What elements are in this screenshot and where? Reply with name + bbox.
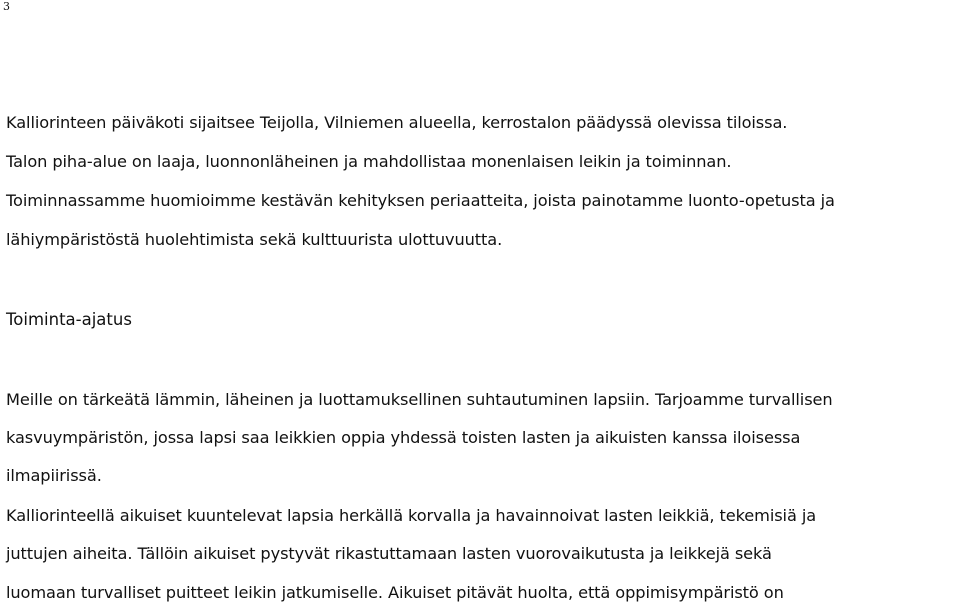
text-line: Toiminnassamme huomioimme kestävän kehityksen periaatteita, joista painotamme luonto-opetusta ja [6, 191, 835, 210]
text-line: kasvuympäristön, jossa lapsi saa leikkien oppia yhdessä toisten lasten ja aikuisten kanssa iloisessa [6, 428, 801, 447]
text-line: lähiympäristöstä huolehtimista sekä kulttuurista ulottuvuutta. [6, 230, 503, 249]
text-line: Meille on tärkeätä lämmin, läheinen ja luottamuksellinen suhtautuminen lapsiin. Tarjoamme turvallisen [6, 390, 833, 409]
text-line: luomaan turvalliset puitteet leikin jatkumiselle. Aikuiset pitävät huolta, että oppimisympäristö on [6, 583, 784, 602]
page-number: 3 [3, 0, 10, 13]
text-line: Kalliorinteen päiväkoti sijaitsee Teijolla, Vilniemen alueella, kerrostalon päädyssä olevissa tiloissa. [6, 113, 788, 132]
text-line: ilmapiirissä. [6, 466, 102, 485]
text-line: Talon piha-alue on laaja, luonnonläheinen ja mahdollistaa monenlaisen leikin ja toiminnan. [6, 152, 732, 171]
section-heading: Toiminta-ajatus [6, 310, 132, 329]
text-line: Kalliorinteellä aikuiset kuuntelevat lapsia herkällä korvalla ja havainnoivat lasten leikkiä, tekemisiä ja [6, 506, 817, 525]
text-line: juttujen aiheita. Tällöin aikuiset pystyvät rikastuttamaan lasten vuorovaikutusta ja leikkejä sekä [6, 544, 772, 563]
